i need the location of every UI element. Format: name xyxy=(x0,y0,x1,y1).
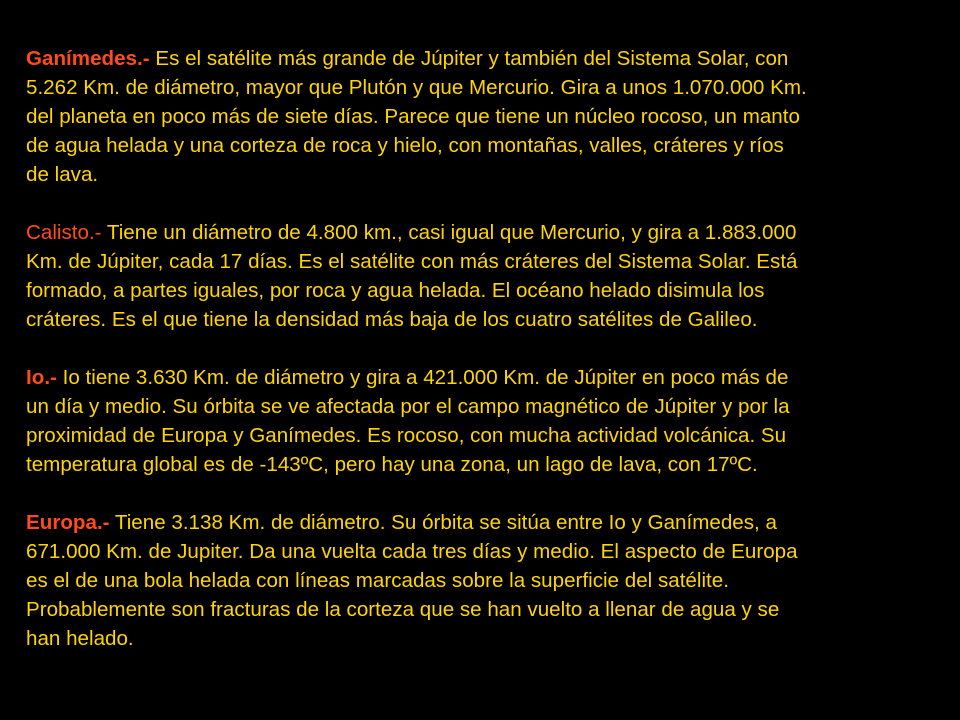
paragraph-calisto xyxy=(26,218,938,334)
paragraph-io xyxy=(26,363,938,479)
paragraph-line: 671.000 Km. de Jupiter. Da una vuelta cada tres días y medio. El aspecto de Europa xyxy=(26,540,798,563)
moon-name-calisto: Calisto xyxy=(26,221,89,244)
paragraph-line: proximidad de Europa y Ganímedes. Es rocoso, con mucha actividad volcánica. Su xyxy=(26,424,787,447)
moon-name-ganimedes: Ganímedes xyxy=(26,47,138,70)
paragraph-line xyxy=(26,363,938,392)
name-separator: .- xyxy=(88,221,102,244)
paragraph-line: de agua helada y una corteza de roca y hielo, con montañas, valles, cráteres y ríos xyxy=(26,134,784,157)
paragraph-line: es el de una bola helada con líneas marcadas sobre la superficie del satélite. xyxy=(26,569,729,592)
paragraph-text: Es el satélite más grande de Júpiter y también del Sistema Solar, con xyxy=(149,47,789,70)
paragraph-line: Km. de Júpiter, cada 17 días. Es el satélite con más cráteres del Sistema Solar. Está xyxy=(26,250,798,273)
paragraph-line: formado, a partes iguales, por roca y agua helada. El océano helado disimula los xyxy=(26,279,765,302)
moon-name-europa: Europa xyxy=(26,511,97,534)
name-separator: .- xyxy=(96,511,110,534)
paragraph-line: del planeta en poco más de siete días. Parece que tiene un núcleo rocoso, un manto xyxy=(26,105,800,128)
paragraph-line: han helado. xyxy=(26,627,134,650)
paragraph-line xyxy=(26,218,938,247)
name-separator: .- xyxy=(44,366,57,389)
paragraph-line xyxy=(26,508,938,537)
paragraph-text: Tiene un diámetro de 4.800 km., casi igual que Mercurio, y gira a 1.883.000 xyxy=(101,221,797,244)
paragraph-text: Tiene 3.138 Km. de diámetro. Su órbita se sitúa entre Io y Ganímedes, a xyxy=(109,511,777,534)
moon-name-io: Io xyxy=(26,366,45,389)
paragraph-text: Io tiene 3.630 Km. de diámetro y gira a 421.000 Km. de Júpiter en poco más de xyxy=(56,366,789,389)
paragraph-line: un día y medio. Su órbita se ve afectada por el campo magnético de Júpiter y por la xyxy=(26,395,790,418)
paragraph-europa xyxy=(26,508,938,653)
paragraph-line: 5.262 Km. de diámetro, mayor que Plutón y que Mercurio. Gira a unos 1.070.000 Km. xyxy=(26,76,807,99)
paragraph-line: Probablemente son fracturas de la corteza que se han vuelto a llenar de agua y se xyxy=(26,598,780,621)
paragraph-line xyxy=(26,44,938,73)
paragraph-line: de lava. xyxy=(26,163,99,186)
paragraph-line: cráteres. Es el que tiene la densidad más baja de los cuatro satélites de Galileo. xyxy=(26,308,758,331)
name-separator: .- xyxy=(137,47,150,70)
paragraph-line: temperatura global es de -143ºC, pero hay una zona, un lago de lava, con 17ºC. xyxy=(26,453,758,476)
slide-content xyxy=(26,44,938,682)
paragraph-ganimedes xyxy=(26,44,938,189)
